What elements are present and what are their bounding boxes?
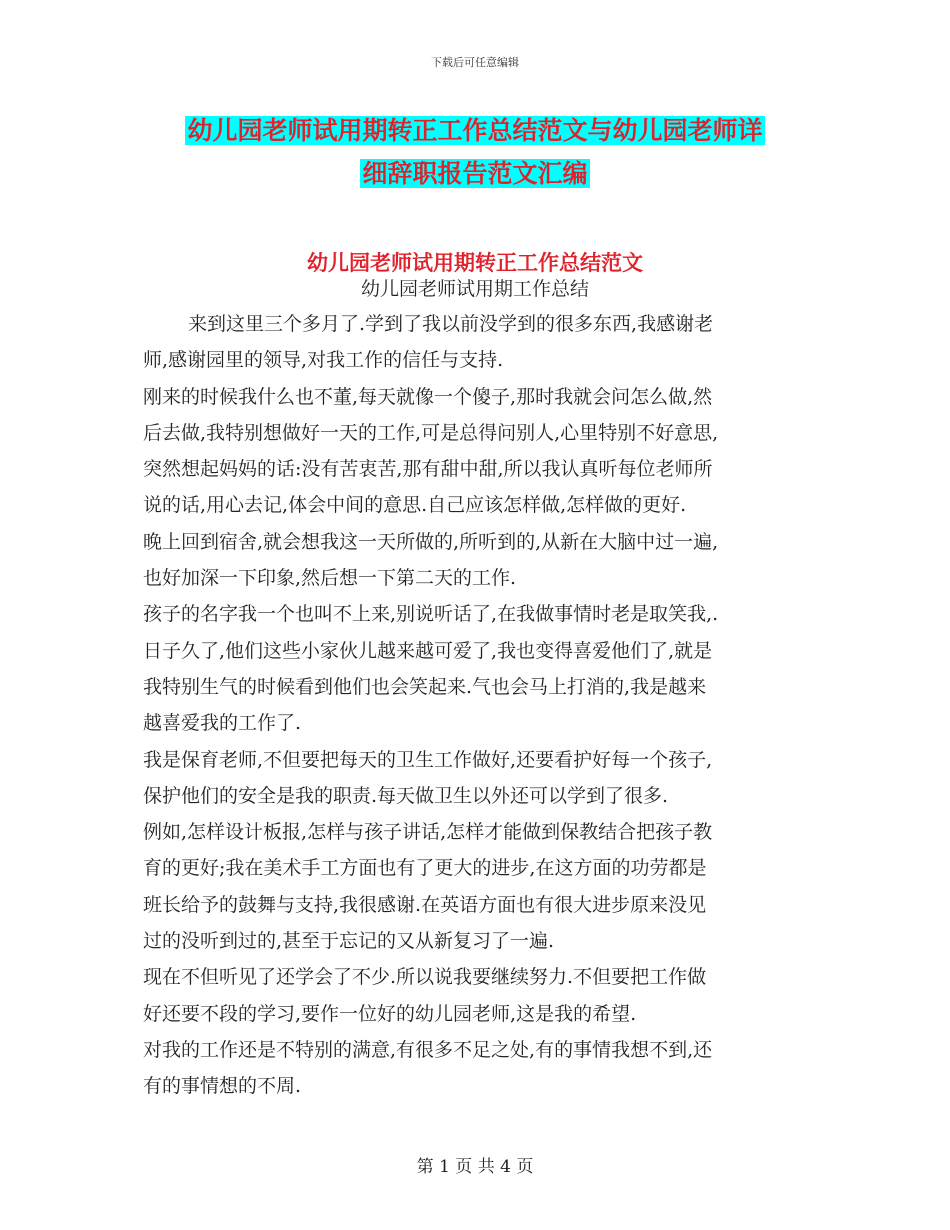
body-line: 有的事情想的不周. [143,1075,302,1098]
body-line: 突然想起妈妈的话:没有苦衷苦,那有甜中甜,所以我认真听每位老师所 [143,458,713,481]
body-line: 越喜爱我的工作了. [143,712,302,735]
body-line: 例如,怎样设计板报,怎样与孩子讲话,怎样才能做到保教结合把孩子教 [143,821,713,844]
body-line: 班长给予的鼓舞与支持,我很感谢.在英语方面也有很大进步原来没见 [143,893,707,916]
body-line: 我是保育老师,不但要把每天的卫生工作做好,还要看护好每一个孩子, [143,748,713,771]
body-line: 也好加深一下印象,然后想一下第二天的工作. [143,567,517,590]
body-line: 孩子的名字我一个也叫不上来,别说听话了,在我做事情时老是取笑我,. [143,603,719,626]
body-text [143,306,813,1105]
body-line: 过的没听到过的,甚至于忘记的又从新复习了一遍. [143,930,555,953]
document-title-line-2-text: 细辞职报告范文汇编 [362,159,588,188]
document-title-line-2 [0,156,950,192]
page-number-footer: 第 1 页 共 4 页 [416,1157,534,1177]
body-line: 现在不但听见了还学会了不少.所以说我要继续努力.不但要把工作做 [143,966,707,989]
body-line: 育的更好;我在美术手工方面也有了更大的进步,在这方面的功劳都是 [143,857,707,880]
body-line: 师,感谢园里的领导,对我工作的信任与支持. [143,349,504,372]
body-line: 日子久了,他们这些小家伙儿越来越可爱了,我也变得喜爱他们了,就是 [143,639,713,662]
body-line: 我特别生气的时候看到他们也会笑起来.气也会马上打消的,我是越来 [143,675,707,698]
body-line: 后去做,我特别想做好一天的工作,可是总得问别人,心里特别不好意思, [143,421,719,444]
section-title: 幼儿园老师试用期转正工作总结范文 [307,250,643,275]
body-line: 说的话,用心去记,体会中间的意思.自己应该怎样做,怎样做的更好. [143,494,687,517]
body-line: 保护他们的安全是我的职责.每天做卫生以外还可以学到了很多. [143,784,669,807]
body-line: 刚来的时候我什么也不董,每天就像一个傻子,那时我就会问怎么做,然 [143,385,713,408]
body-line: 好还要不段的学习,要作一位好的幼儿园老师,这是我的希望. [143,1002,637,1025]
page-header-note: 下载后可任意编辑 [431,56,519,69]
body-line: 晚上回到宿舍,就会想我这一天所做的,所听到的,从新在大脑中过一遍, [143,530,719,553]
document-title-line-1-text: 幼儿园老师试用期转正工作总结范文与幼儿园老师详 [187,116,763,145]
document-title-line-1 [0,113,950,149]
body-line: 对我的工作还是不特别的满意,有很多不足之处,有的事情我想不到,还 [143,1038,713,1061]
section-subtitle: 幼儿园老师试用期工作总结 [360,278,589,300]
body-line: 来到这里三个多月了.学到了我以前没学到的很多东西,我感谢老 [188,313,714,335]
